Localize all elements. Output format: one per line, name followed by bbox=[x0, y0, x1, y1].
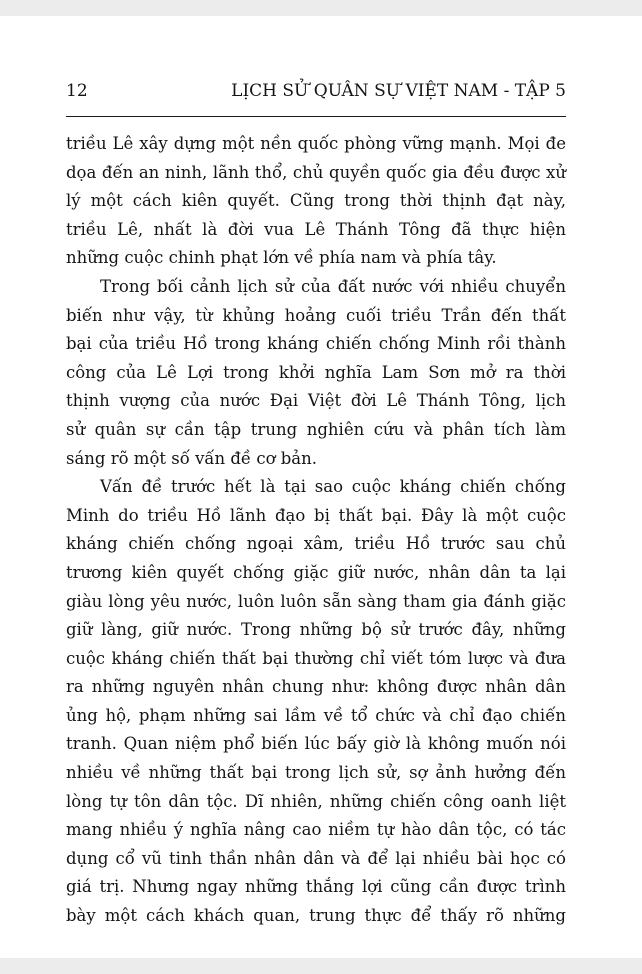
text-line: trương kiên quyết chống giặc giữ nước, nhân dân ta lại bbox=[66, 562, 566, 582]
text-line: Minh do triều Hồ lãnh đạo bị thất bại. Đây là một cuộc bbox=[66, 505, 566, 525]
text-line: thịnh vượng của nước Đại Việt đời Lê Thánh Tông, lịch bbox=[66, 391, 566, 411]
text-line: ra những nguyên nhân chung như: không được nhân dân bbox=[66, 677, 566, 697]
book-page bbox=[0, 16, 642, 958]
text-line: biến như vậy, từ khủng hoảng cuối triều Trần đến thất bbox=[66, 305, 566, 325]
text-line: dụng cổ vũ tinh thần nhân dân và để lại nhiều bài học có bbox=[66, 848, 566, 868]
text-line: ủng hộ, phạm những sai lầm về tổ chức và chỉ đạo chiến bbox=[66, 705, 566, 725]
text-line: sử quân sự cần tập trung nghiên cứu và phân tích làm bbox=[66, 419, 566, 439]
text-line: giàu lòng yêu nước, luôn luôn sẵn sàng tham gia đánh giặc bbox=[66, 591, 566, 611]
text-line: dọa đến an ninh, lãnh thổ, chủ quyền quốc gia đều được xử bbox=[66, 162, 566, 182]
page-number: 12 bbox=[66, 81, 88, 101]
text-line: lý một cách kiên quyết. Cũng trong thời thịnh đạt này, bbox=[66, 191, 566, 211]
text-line: triều Lê xây dựng một nền quốc phòng vững mạnh. Mọi đe bbox=[66, 134, 566, 153]
text-line: giá trị. Nhưng ngay những thắng lợi cũng cần được trình bbox=[66, 877, 566, 897]
text-line: giữ làng, giữ nước. Trong những bộ sử trước đây, những bbox=[66, 620, 566, 640]
text-line: những cuộc chinh phạt lớn về phía nam và phía tây. bbox=[66, 248, 497, 268]
text-line: công của Lê Lợi trong khởi nghĩa Lam Sơn mở ra thời bbox=[66, 362, 566, 382]
text-line: kháng chiến chống ngoại xâm, triều Hồ trước sau chủ bbox=[66, 534, 566, 554]
text-line: bày một cách khách quan, trung thực để thấy rõ những bbox=[66, 906, 566, 926]
text-line: bại của triều Hồ trong kháng chiến chống Minh rồi thành bbox=[66, 334, 566, 354]
text-line: Trong bối cảnh lịch sử của đất nước với nhiều chuyển bbox=[100, 276, 566, 296]
text-line: cuộc kháng chiến thất bại thường chỉ viết tóm lược và đưa bbox=[66, 648, 566, 668]
text-line: lòng tự tôn dân tộc. Dĩ nhiên, những chiến công oanh liệt bbox=[66, 791, 566, 811]
running-title: LỊCH SỬ QUÂN SỰ VIỆT NAM - TẬP 5 bbox=[231, 81, 566, 101]
text-line: Vấn đề trước hết là tại sao cuộc kháng chiến chống bbox=[100, 477, 566, 497]
body-text bbox=[66, 130, 566, 931]
text-line: nhiều về những thất bại trong lịch sử, sợ ảnh hưởng đến bbox=[66, 763, 566, 783]
text-line: sáng rõ một số vấn đề cơ bản. bbox=[66, 448, 318, 468]
header-rule bbox=[66, 116, 566, 117]
text-line: tranh. Quan niệm phổ biến lúc bấy giờ là không muốn nói bbox=[66, 734, 566, 754]
text-line: triều Lê, nhất là đời vua Lê Thánh Tông đã thực hiện bbox=[66, 219, 566, 239]
running-header bbox=[66, 80, 566, 102]
text-line: mang nhiều ý nghĩa nâng cao niềm tự hào dân tộc, có tác bbox=[66, 820, 566, 840]
